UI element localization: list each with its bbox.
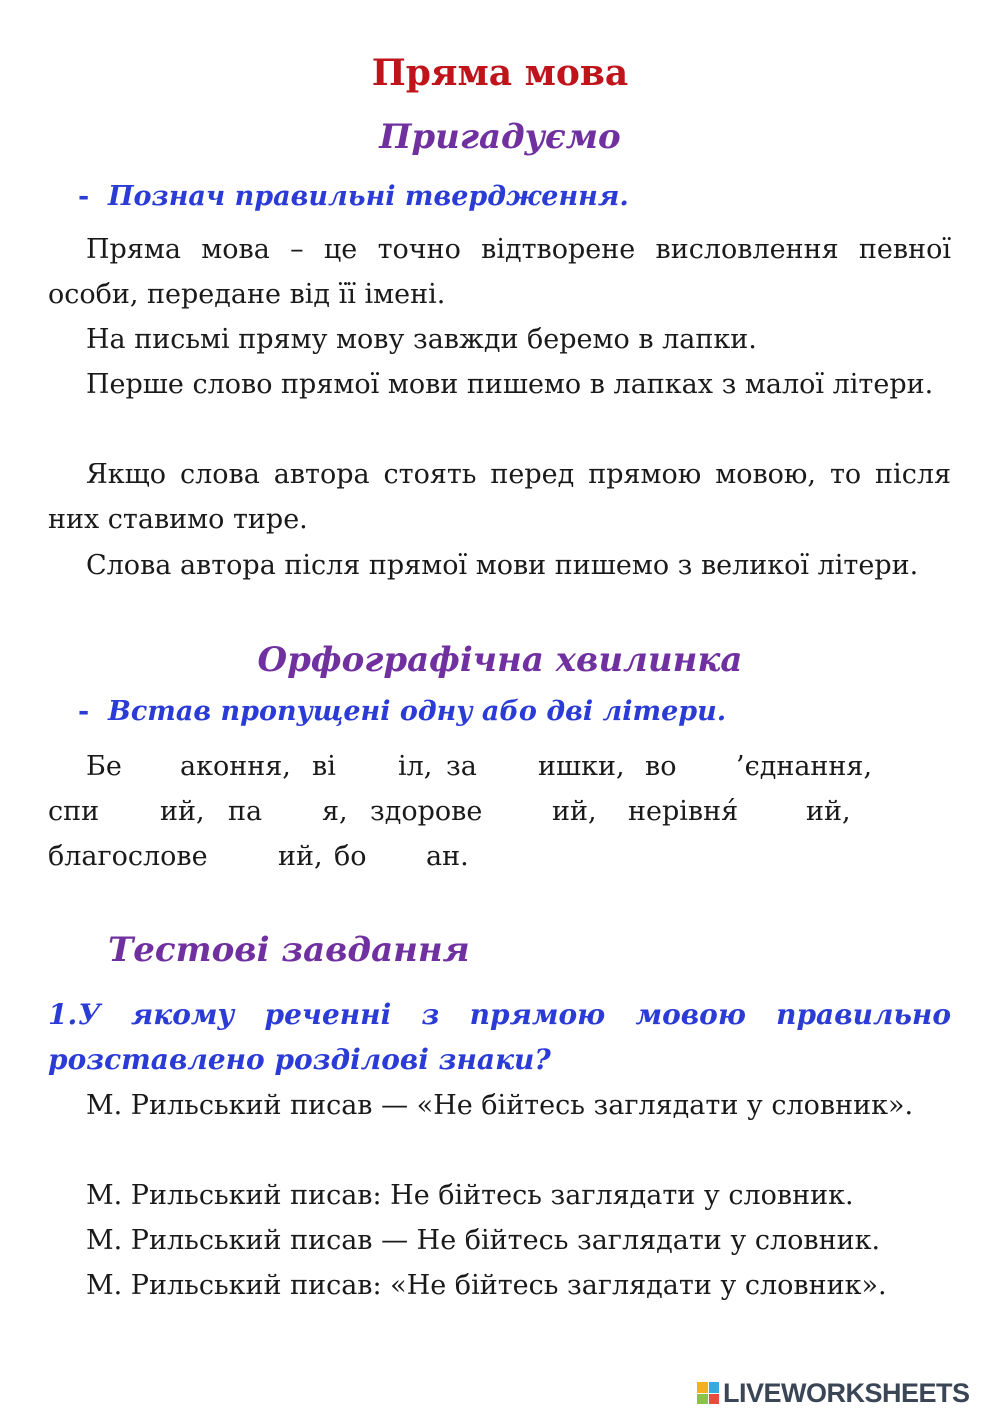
word-fragment: аконня,	[180, 751, 291, 782]
statement-1[interactable]: Пряма мова – це точно відтворене висловлення певної особи, передане від її імені.	[48, 234, 951, 310]
answer-option-4[interactable]: М. Рильський писав: «Не бійтесь заглядати у словник».	[86, 1270, 887, 1301]
liveworksheets-logo-icon	[697, 1382, 719, 1404]
word-fragment: нерівня́	[628, 796, 739, 827]
heading-tests: Тестові завдання	[108, 930, 470, 970]
answer-option-1[interactable]: М. Рильський писав — «Не бійтесь заглядати у словник».	[86, 1090, 914, 1121]
word-fragment: па	[228, 796, 263, 827]
word-fragment: ишки,	[538, 751, 625, 782]
word-fragment: ий,	[552, 796, 597, 827]
word-fragment: ий,	[806, 796, 851, 827]
answer-option-3[interactable]: М. Рильський писав — Не бійтесь заглядати у словник.	[86, 1225, 881, 1256]
word-fragment: Бе	[86, 751, 122, 782]
instruction-spelling	[78, 696, 726, 727]
statement-4[interactable]: Якщо слова автора стоять перед прямою мовою, то після них ставимо тире.	[48, 459, 951, 535]
word-fragment: іл,	[398, 751, 433, 782]
instruction-dash: -	[78, 181, 90, 212]
word-fragment: здорове	[370, 796, 483, 827]
liveworksheets-watermark	[697, 1376, 970, 1410]
word-fragment: благослове	[48, 841, 208, 872]
word-fragment: ’єднання,	[736, 751, 873, 782]
word-fragment: ан.	[426, 841, 469, 872]
word-fragment: ий,	[278, 841, 323, 872]
statement-2[interactable]: На письмі пряму мову завжди беремо в лапки.	[86, 324, 757, 355]
instruction-spelling-text: Встав пропущені одну або дві літери.	[108, 696, 727, 727]
word-fragment: ві	[312, 751, 336, 782]
watermark-text: LIVEWORKSHEETS	[723, 1377, 970, 1408]
statement-3[interactable]: Перше слово прямої мови пишемо в лапках з малої літери.	[86, 369, 934, 400]
instruction-recall	[78, 181, 629, 212]
logo-square-2	[709, 1382, 720, 1393]
statement-5[interactable]: Слова автора після прямої мови пишемо з великої літери.	[86, 550, 919, 581]
question-1	[48, 992, 951, 1082]
word-fragment: спи	[48, 796, 100, 827]
word-fragment: я,	[322, 796, 348, 827]
logo-square-1	[697, 1382, 708, 1393]
word-fragment: бо	[334, 841, 367, 872]
word-fragment: ий,	[160, 796, 205, 827]
page-title: Пряма мова	[371, 52, 629, 94]
word-fragment: за	[446, 751, 477, 782]
answer-option-2[interactable]: М. Рильський писав: Не бійтесь заглядати у словник.	[86, 1180, 854, 1211]
instruction-dash: -	[78, 696, 90, 727]
logo-square-4	[709, 1394, 720, 1405]
instruction-recall-text: Познач правильні твердження.	[108, 181, 629, 212]
question-text: У якому реченні з прямою мовою правильно розставлено розділові знаки?	[48, 998, 951, 1076]
logo-square-3	[697, 1394, 708, 1405]
heading-spelling: Орфографічна хвилинка	[257, 640, 743, 680]
heading-recall: Пригадуємо	[379, 117, 621, 157]
word-fragment: во	[645, 751, 677, 782]
question-number: 1.	[48, 998, 78, 1031]
